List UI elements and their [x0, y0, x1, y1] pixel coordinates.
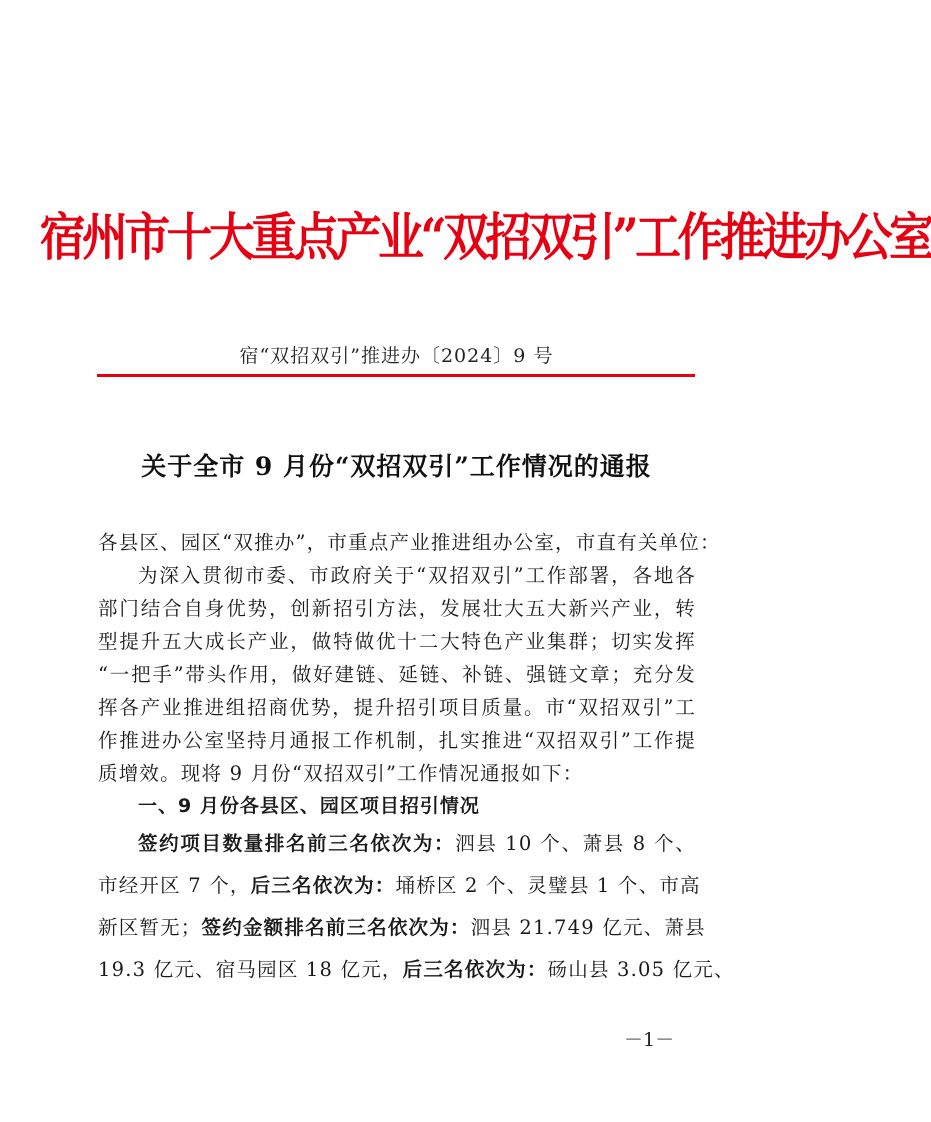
- section1-line-3: [98, 907, 706, 949]
- red-separator-line: [97, 374, 695, 377]
- page-number: －1－: [624, 1029, 675, 1051]
- body-text-run: 埇桥区 2 个、灵璧县 1 个、市高: [395, 874, 701, 897]
- document-body: [98, 526, 735, 991]
- paragraph-line: 为深入贯彻市委、市政府关于“双招双引”工作部署，各地各: [138, 564, 696, 587]
- body-text-run: 市经开区 7 个，: [98, 874, 251, 897]
- paragraph-line: 型提升五大成长产业，做特做优十二大特色产业集群；切实发挥: [98, 630, 696, 653]
- issuing-organization-title: 宿州市十大重点产业“双招双引”工作推进办公室: [39, 208, 931, 268]
- emphasis-text: 签约金额排名前三名依次为：: [201, 916, 471, 939]
- paragraph-line: “一把手”带头作用，做好建链、延链、补链、强链文章；充分发: [98, 663, 696, 686]
- paragraph-line: 部门结合自身优势，创新招引方法，发展壮大五大新兴产业，转: [98, 597, 696, 620]
- emphasis-text: 后三名依次为：: [250, 874, 396, 897]
- notice-title: 关于全市 9 月份“双招双引”工作情况的通报: [141, 452, 652, 481]
- paragraph-line: 作推进办公室坚持月通报工作机制，扎实推进“双招双引”工作提: [98, 729, 696, 752]
- section1-line-4: [98, 949, 735, 991]
- paragraph-line: 质增效。现将 9 月份“双招双引”工作情况通报如下：: [98, 762, 584, 785]
- body-text-run: 砀山县 3.05 亿元、: [547, 958, 735, 981]
- paragraph-line: 挥各产业推进组招商优势，提升招引项目质量。市“双招双引”工: [98, 696, 696, 719]
- document-number: 宿“双招双引”推进办〔2024〕9 号: [239, 345, 554, 367]
- section1-line-1: [98, 823, 696, 865]
- emphasis-text: 后三名依次为：: [402, 958, 548, 981]
- salutation: 各县区、园区“双推办”，市重点产业推进组办公室，市直有关单位：: [98, 531, 721, 554]
- section-heading: 一、9 月份各县区、园区项目招引情况: [138, 795, 480, 817]
- body-text-run: 泗县 10 个、萧县 8 个、: [455, 832, 696, 855]
- body-text-run: 新区暂无；: [98, 916, 202, 939]
- emphasis-text: 签约项目数量排名前三名依次为：: [138, 832, 456, 855]
- body-text-run: 泗县 21.749 亿元、萧县: [470, 916, 706, 939]
- section1-line-2: [98, 865, 701, 907]
- body-text-run: 19.3 亿元、宿马园区 18 亿元，: [98, 958, 403, 981]
